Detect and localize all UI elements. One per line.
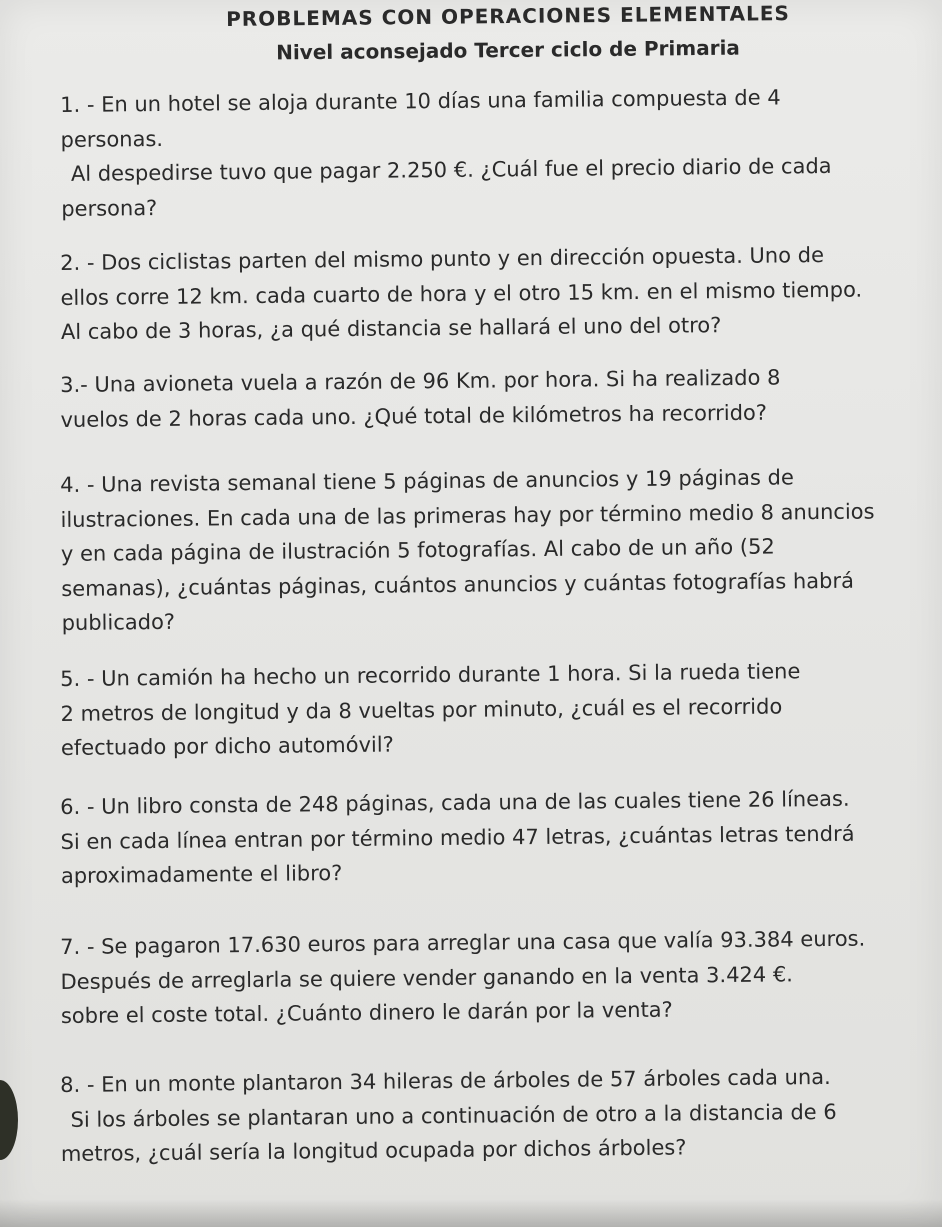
problem-line: 6. - Un libro consta de 248 páginas, cada una de las cuales tiene 26 líneas. (60, 786, 850, 819)
problem-7 (60, 921, 901, 1033)
problem-line: efectuado por dicho automóvil? (60, 732, 394, 760)
problem-line: Si en cada línea entran por término medio 47 letras, ¿cuántas letras tendrá (60, 821, 855, 854)
problem-line: vuelos de 2 horas cada uno. ¿Qué total de kilómetros ha recorrido? (60, 400, 768, 432)
problem-5 (60, 653, 901, 765)
background-edge (0, 1080, 18, 1160)
problem-line: aproximadamente el libro? (60, 861, 343, 888)
problem-line: metros, ¿cuál sería la longitud ocupada por dichos árboles? (60, 1135, 687, 1166)
problem-line: semanas), ¿cuántas páginas, cuántos anuncios y cuántas fotografías habrá (61, 568, 855, 601)
page-shadow (0, 1199, 942, 1227)
problem-line: 2. - Dos ciclistas parten del mismo punto y en dirección opuesta. Uno de (60, 243, 825, 275)
problem-line: 1. - En un hotel se aloja durante 10 días una familia compuesta de 4 (60, 85, 781, 117)
problem-line: Después de arreglarla se quiere vender ganando en la venta 3.424 €. (60, 961, 794, 994)
problem-line: persona? (61, 195, 158, 221)
problem-8 (60, 1059, 901, 1171)
problem-line: 5. - Un camión ha hecho un recorrido durante 1 hora. Si la rueda tiene (60, 659, 801, 691)
problem-line: sobre el coste total. ¿Cuánto dinero le darán por la venta? (60, 997, 673, 1028)
problem-line: 3.- Una avioneta vuela a razón de 96 Km. por hora. Si ha realizado 8 (60, 365, 781, 397)
problem-line: y en cada página de ilustración 5 fotografías. Al cabo de un año (52 (60, 534, 775, 566)
worksheet-title: PROBLEMAS CON OPERACIONES ELEMENTALES (226, 1, 790, 31)
problem-4 (60, 459, 902, 640)
problem-6 (60, 781, 901, 893)
problem-line: Si los árboles se plantaran uno a continuación de otro a la distancia de 6 (70, 1099, 837, 1132)
problem-line: ilustraciones. En cada una de las primeras hay por término medio 8 anuncios (60, 498, 875, 532)
problem-line: publicado? (61, 609, 176, 635)
problem-1 (60, 79, 901, 226)
problem-line: Al cabo de 3 horas, ¿a qué distancia se hallará el uno del otro? (60, 313, 722, 344)
problem-line: 4. - Una revista semanal tiene 5 páginas de anuncios y 19 páginas de (60, 465, 794, 497)
problem-line: personas. (60, 126, 164, 152)
problem-line: Al despedirse tuvo que pagar 2.250 €. ¿Cuál fue el precio diario de cada (70, 153, 832, 186)
problem-line: 8. - En un monte plantaron 34 hileras de árboles de 57 árboles cada una. (60, 1064, 831, 1097)
problem-line: 2 metros de longitud y da 8 vueltas por minuto, ¿cuál es el recorrido (60, 693, 783, 726)
problem-line: ellos corre 12 km. cada cuarto de hora y el otro 15 km. en el mismo tiempo. (60, 277, 863, 310)
problem-3 (60, 359, 901, 437)
worksheet-subtitle: Nivel aconsejado Tercer ciclo de Primaria (276, 35, 740, 65)
problem-line: 7. - Se pagaron 17.630 euros para arreglar una casa que valía 93.384 euros. (60, 926, 866, 959)
problem-2 (60, 237, 901, 349)
